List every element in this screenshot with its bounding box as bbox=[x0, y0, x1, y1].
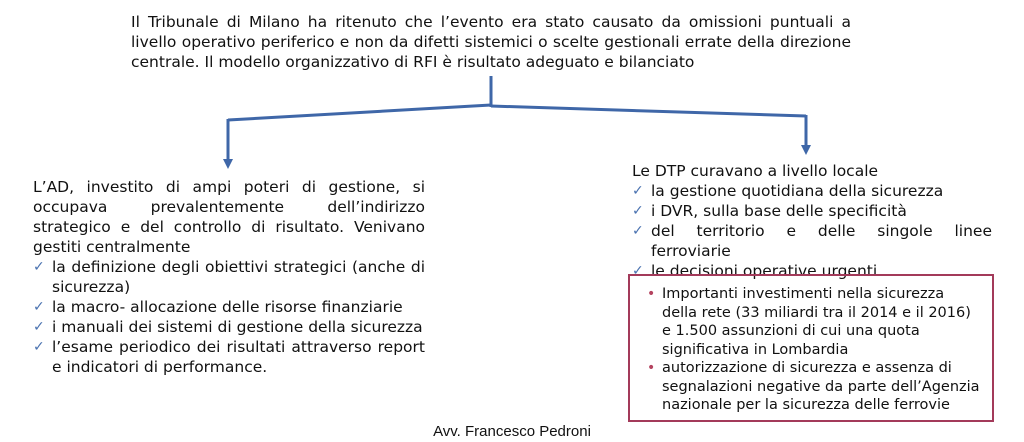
list-item bbox=[632, 221, 992, 261]
connector-left-horizontal bbox=[228, 105, 491, 120]
list-item bbox=[33, 297, 425, 317]
list-item-text: la definizione degli obiettivi strategici (anche di sicurezza) bbox=[52, 258, 425, 296]
check-icon: ✓ bbox=[632, 263, 644, 279]
central-management-list bbox=[33, 257, 425, 377]
list-item-text: i manuali dei sistemi di gestione della sicurezza bbox=[52, 318, 423, 336]
check-icon: ✓ bbox=[33, 299, 45, 315]
check-icon: ✓ bbox=[33, 319, 45, 335]
bullet-dot-icon: • bbox=[647, 286, 656, 302]
list-item-text: Importanti investimenti nella sicurezza della rete (33 miliardi tra il 2014 e il 2016) e 1.500 assunzioni di cui una quota significativa in Lombardia bbox=[662, 286, 971, 358]
list-item-text: l’esame periodico dei risultati attraverso report e indicatori di performance. bbox=[52, 338, 425, 376]
list-item bbox=[33, 257, 425, 297]
list-item-text: la gestione quotidiana della sicurezza bbox=[651, 182, 944, 200]
check-icon: ✓ bbox=[632, 203, 644, 219]
list-item-text: del territorio e delle singole linee ferroviarie bbox=[651, 222, 992, 260]
connector-lines bbox=[228, 76, 806, 164]
list-item-text: la macro- allocazione delle risorse finanziarie bbox=[52, 298, 403, 316]
central-management-block bbox=[33, 177, 425, 377]
central-management-intro: L’AD, investito di ampi poteri di gestione, si occupava prevalentemente dell’indirizzo strategico e del controllo di risultato. Venivano gestiti centralmente bbox=[33, 178, 425, 256]
connector-right-horizontal bbox=[491, 106, 806, 116]
highlight-list bbox=[646, 285, 982, 415]
local-management-intro: Le DTP curavano a livello locale bbox=[632, 162, 879, 180]
list-item-text: autorizzazione di sicurezza e assenza di segnalazioni negative da parte dell’Agenzia nazionale per la sicurezza delle ferrovie bbox=[662, 360, 980, 413]
list-item-text: le decisioni operative urgenti bbox=[651, 262, 878, 280]
list-item bbox=[646, 359, 982, 415]
list-item-text: i DVR, sulla base delle specificità bbox=[651, 202, 907, 220]
check-icon: ✓ bbox=[632, 223, 644, 239]
check-icon: ✓ bbox=[632, 183, 644, 199]
highlight-box bbox=[628, 274, 994, 422]
check-icon: ✓ bbox=[33, 339, 45, 355]
list-item bbox=[33, 317, 425, 337]
list-item bbox=[33, 337, 425, 377]
local-management-block bbox=[632, 161, 992, 281]
list-item bbox=[646, 285, 982, 359]
list-item bbox=[632, 181, 992, 201]
author-footer: Avv. Francesco Pedroni bbox=[433, 423, 591, 440]
bullet-dot-icon: • bbox=[647, 360, 656, 376]
list-item bbox=[632, 201, 992, 221]
check-icon: ✓ bbox=[33, 259, 45, 275]
local-management-list bbox=[632, 181, 992, 281]
top-statement: Il Tribunale di Milano ha ritenuto che l’evento era stato causato da omissioni puntuali a livello operativo periferico e non da difetti sistemici o scelte gestionali errate della direzione centrale. Il modello organizzativo di RFI è risultato adeguato e bilanciato bbox=[131, 13, 851, 71]
